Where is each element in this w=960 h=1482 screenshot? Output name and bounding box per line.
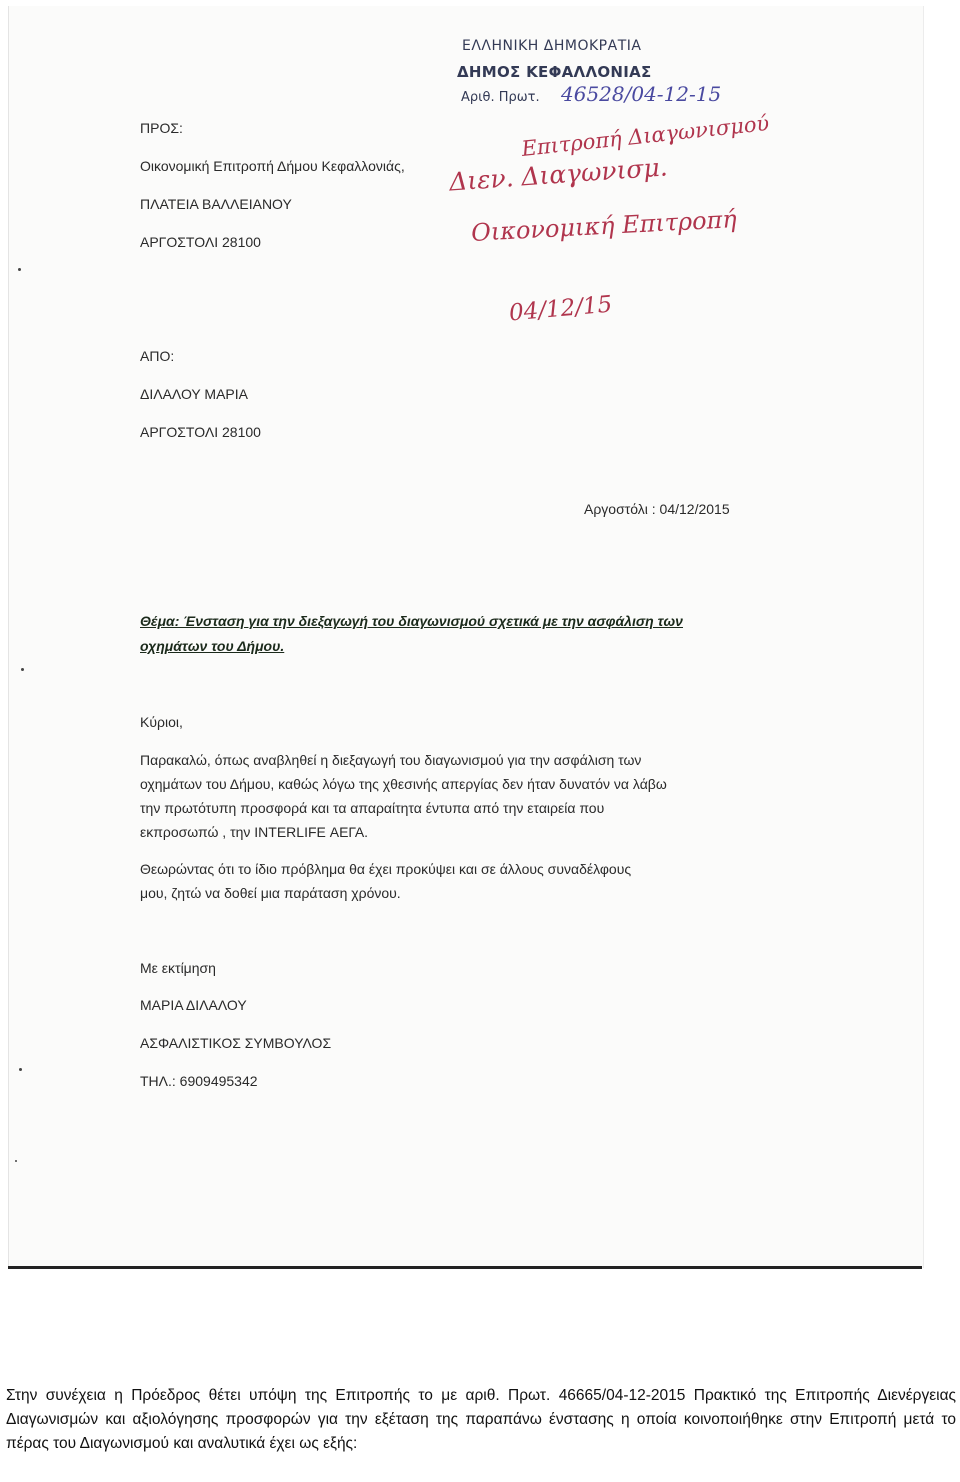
paragraph-1-line: εκπροσωπώ , την INTERLIFE ΑΕΓΑ. <box>140 824 369 840</box>
closing-salutation: Με εκτίμηση <box>140 960 216 976</box>
subject-line-1: Θέμα: Ένσταση για την διεξαγωγή του διαγωνισμού σχετικά με την ασφάλιση των <box>140 613 683 629</box>
stamp-republic: ΕΛΛΗΝΙΚΗ ΔΗΜΟΚΡΑΤΙΑ <box>462 38 642 54</box>
handwritten-note-date: 04/12/15 <box>508 291 614 327</box>
paragraph-2-line: μου, ζητώ να δοθεί μια παράταση χρόνου. <box>140 885 401 901</box>
scan-speck <box>18 268 21 271</box>
scan-speck <box>19 1068 22 1071</box>
stamp-protocol-number: 46528/04-12-15 <box>561 82 722 106</box>
recipient-label: ΠΡΟΣ: <box>140 120 183 136</box>
recipient-street: ΠΛΑΤΕΙΑ ΒΑΛΛΕΙΑΝΟΥ <box>140 196 292 212</box>
scan-speck <box>15 1160 17 1162</box>
paragraph-1-line: την πρωτότυπη προσφορά και τα απαραίτητα έντυπα από την εταιρεία που <box>140 800 605 816</box>
closing-title: ΑΣΦΑΛΙΣΤΙΚΟΣ ΣΥΜΒΟΥΛΟΣ <box>140 1035 332 1051</box>
handwritten-note-line1: Επιτροπή Διαγωνισμού <box>520 111 771 161</box>
sender-name: ΔΙΛΑΛΟΥ ΜΑΡΙΑ <box>140 386 248 402</box>
paragraph-2-line: Θεωρώντας ότι το ίδιο πρόβλημα θα έχει προκύψει και σε άλλους συναδέλφους <box>140 861 632 877</box>
scan-bottom-edge <box>8 1266 922 1269</box>
stamp-municipality: ΔΗΜΟΣ ΚΕΦΑΛΛΟΝΙΑΣ <box>457 63 652 81</box>
closing-name: ΜΑΡΙΑ ΔΙΛΑΛΟΥ <box>140 997 247 1013</box>
sender-label: ΑΠΟ: <box>140 348 175 364</box>
paragraph-1-line: Παρακαλώ, όπως αναβληθεί η διεξαγωγή του διαγωνισμού για την ασφάλιση των <box>140 752 642 768</box>
recipient-city: ΑΡΓΟΣΤΟΛΙ 28100 <box>140 234 261 250</box>
handwritten-note-line3: Οικονομική Επιτροπή <box>470 205 738 247</box>
letter-date: Αργοστόλι : 04/12/2015 <box>584 501 730 517</box>
handwritten-note-line2: Διεν. Διαγωνισμ. <box>448 152 669 197</box>
subject-line-2: οχημάτων του Δήμου. <box>140 638 285 654</box>
closing-phone: ΤΗΛ.: 6909495342 <box>140 1073 258 1089</box>
greeting: Κύριοι, <box>140 714 183 730</box>
recipient-name: Οικονομική Επιτροπή Δήμου Κεφαλλονιάς, <box>140 158 405 174</box>
stamp-protocol-label: Αριθ. Πρωτ. <box>461 90 540 105</box>
scan-speck <box>21 668 24 671</box>
scanned-letter <box>8 6 924 1268</box>
minutes-caption: Στην συνέχεια η Πρόεδρος θέτει υπόψη της Επιτροπής το με αριθ. Πρωτ. 46665/04-12-2015 Πρακτικό της Επιτροπής Διενέργειας Διαγωνισμών και αξιολόγησης προσφορών για την εξέταση της παραπάνω ένστασης η οποία κοινοποιήθηκε στην Επιτροπή μετά το πέρας του Διαγωνισμού και αναλυτικά έχει ως εξής: <box>6 1387 956 1453</box>
sender-city: ΑΡΓΟΣΤΟΛΙ 28100 <box>140 424 261 440</box>
paragraph-1-line: οχημάτων του Δήμου, καθώς λόγω της χθεσινής απεργίας δεν ήταν δυνατόν να λάβω <box>140 776 667 792</box>
